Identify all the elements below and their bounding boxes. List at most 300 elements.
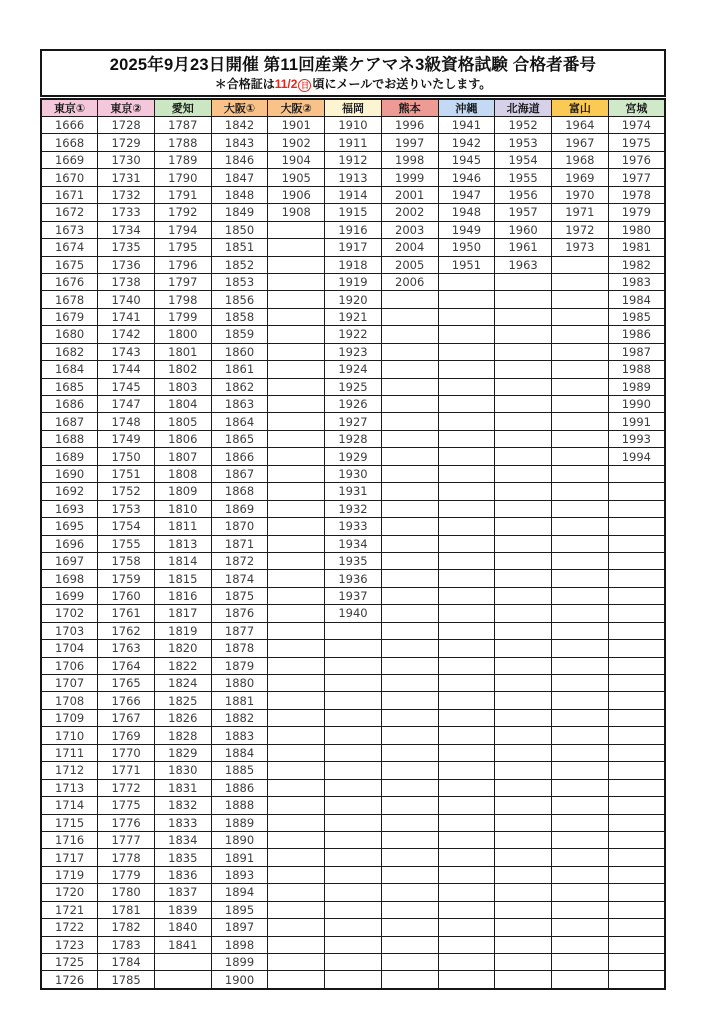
number-cell bbox=[268, 901, 325, 918]
table-row bbox=[41, 587, 665, 604]
number-cell: 1900 bbox=[211, 971, 268, 989]
number-cell: 1802 bbox=[154, 361, 211, 378]
number-cell bbox=[438, 605, 495, 622]
table-row bbox=[41, 535, 665, 552]
number-cell bbox=[268, 622, 325, 639]
number-cell bbox=[268, 779, 325, 796]
number-cell: 1852 bbox=[211, 256, 268, 273]
number-cell bbox=[495, 814, 552, 831]
number-cell: 1878 bbox=[211, 640, 268, 657]
number-cell bbox=[551, 727, 608, 744]
number-cell bbox=[438, 291, 495, 308]
delivery-note bbox=[42, 77, 664, 92]
number-cell bbox=[495, 326, 552, 343]
number-cell: 1927 bbox=[325, 413, 382, 430]
number-cell bbox=[495, 954, 552, 971]
number-cell bbox=[551, 378, 608, 395]
number-cell: 1702 bbox=[41, 605, 98, 622]
number-cell bbox=[551, 570, 608, 587]
number-cell bbox=[495, 884, 552, 901]
number-cell: 1982 bbox=[608, 256, 665, 273]
number-cell: 1835 bbox=[154, 849, 211, 866]
number-cell bbox=[551, 936, 608, 953]
number-cell: 1914 bbox=[325, 186, 382, 203]
number-cell: 1813 bbox=[154, 535, 211, 552]
number-cell bbox=[551, 308, 608, 325]
number-cell: 1829 bbox=[154, 744, 211, 761]
number-cell bbox=[268, 640, 325, 657]
number-cell: 1933 bbox=[325, 518, 382, 535]
number-cell: 1800 bbox=[154, 326, 211, 343]
number-cell bbox=[551, 954, 608, 971]
number-cell bbox=[551, 919, 608, 936]
table-row bbox=[41, 866, 665, 883]
number-cell: 1811 bbox=[154, 518, 211, 535]
number-cell bbox=[438, 518, 495, 535]
number-cell bbox=[495, 971, 552, 989]
number-cell bbox=[268, 814, 325, 831]
number-cell: 1967 bbox=[551, 134, 608, 151]
number-cell bbox=[381, 396, 438, 413]
number-cell bbox=[438, 483, 495, 500]
number-cell bbox=[381, 919, 438, 936]
number-cell: 1704 bbox=[41, 640, 98, 657]
number-cell bbox=[495, 587, 552, 604]
table-row bbox=[41, 117, 665, 134]
number-cell bbox=[325, 866, 382, 883]
number-cell: 1670 bbox=[41, 169, 98, 186]
number-cell: 1952 bbox=[495, 117, 552, 134]
number-cell: 1747 bbox=[98, 396, 155, 413]
number-cell bbox=[551, 448, 608, 465]
number-cell bbox=[325, 901, 382, 918]
number-cell bbox=[325, 831, 382, 848]
number-cell: 1713 bbox=[41, 779, 98, 796]
number-cell: 1778 bbox=[98, 849, 155, 866]
number-cell bbox=[268, 378, 325, 395]
number-cell bbox=[325, 727, 382, 744]
number-cell bbox=[438, 657, 495, 674]
number-cell: 1764 bbox=[98, 657, 155, 674]
number-cell bbox=[438, 640, 495, 657]
number-cell: 1941 bbox=[438, 117, 495, 134]
number-cell bbox=[495, 797, 552, 814]
number-cell bbox=[325, 954, 382, 971]
table-row bbox=[41, 744, 665, 761]
column-header: 愛知 bbox=[154, 99, 211, 117]
number-cell bbox=[381, 378, 438, 395]
number-cell: 1680 bbox=[41, 326, 98, 343]
table-row bbox=[41, 221, 665, 238]
number-cell: 1973 bbox=[551, 239, 608, 256]
number-cell bbox=[608, 465, 665, 482]
number-cell: 1970 bbox=[551, 186, 608, 203]
number-cell bbox=[381, 535, 438, 552]
table-row bbox=[41, 570, 665, 587]
number-cell bbox=[438, 919, 495, 936]
number-cell: 1804 bbox=[154, 396, 211, 413]
number-cell: 1979 bbox=[608, 204, 665, 221]
number-cell: 1988 bbox=[608, 361, 665, 378]
number-cell: 1755 bbox=[98, 535, 155, 552]
table-row bbox=[41, 552, 665, 569]
number-cell: 1994 bbox=[608, 448, 665, 465]
number-cell: 1765 bbox=[98, 675, 155, 692]
number-cell: 1750 bbox=[98, 448, 155, 465]
number-cell: 1917 bbox=[325, 239, 382, 256]
number-cell bbox=[268, 762, 325, 779]
number-cell bbox=[325, 919, 382, 936]
number-cell: 1832 bbox=[154, 797, 211, 814]
number-cell: 1847 bbox=[211, 169, 268, 186]
number-cell: 1936 bbox=[325, 570, 382, 587]
number-cell bbox=[551, 361, 608, 378]
number-cell bbox=[551, 675, 608, 692]
number-cell: 1961 bbox=[495, 239, 552, 256]
number-cell bbox=[551, 343, 608, 360]
number-cell: 1810 bbox=[154, 500, 211, 517]
number-cell: 1955 bbox=[495, 169, 552, 186]
table-row bbox=[41, 448, 665, 465]
number-cell bbox=[325, 744, 382, 761]
number-cell: 1784 bbox=[98, 954, 155, 971]
number-cell bbox=[495, 936, 552, 953]
number-cell: 1775 bbox=[98, 797, 155, 814]
number-cell: 1858 bbox=[211, 308, 268, 325]
table-row bbox=[41, 518, 665, 535]
number-cell bbox=[268, 291, 325, 308]
number-cell: 1787 bbox=[154, 117, 211, 134]
number-cell bbox=[551, 256, 608, 273]
number-cell: 1742 bbox=[98, 326, 155, 343]
number-cell: 1957 bbox=[495, 204, 552, 221]
number-cell: 1675 bbox=[41, 256, 98, 273]
number-cell: 1716 bbox=[41, 831, 98, 848]
table-row bbox=[41, 204, 665, 221]
number-cell bbox=[268, 343, 325, 360]
number-cell bbox=[325, 779, 382, 796]
number-cell bbox=[608, 622, 665, 639]
number-cell: 1753 bbox=[98, 500, 155, 517]
number-cell bbox=[381, 308, 438, 325]
number-cell: 1931 bbox=[325, 483, 382, 500]
number-cell bbox=[325, 814, 382, 831]
table-row bbox=[41, 169, 665, 186]
number-cell: 1879 bbox=[211, 657, 268, 674]
number-cell: 1888 bbox=[211, 797, 268, 814]
number-cell: 1696 bbox=[41, 535, 98, 552]
number-cell bbox=[325, 709, 382, 726]
number-cell: 1721 bbox=[41, 901, 98, 918]
number-cell bbox=[438, 727, 495, 744]
number-cell: 1785 bbox=[98, 971, 155, 989]
number-cell: 1898 bbox=[211, 936, 268, 953]
number-cell: 1918 bbox=[325, 256, 382, 273]
number-cell bbox=[551, 744, 608, 761]
number-cell: 1836 bbox=[154, 866, 211, 883]
number-cell bbox=[268, 587, 325, 604]
note-date: 11/2 bbox=[274, 76, 298, 91]
number-cell: 1912 bbox=[325, 151, 382, 168]
number-cell bbox=[154, 954, 211, 971]
number-cell bbox=[438, 797, 495, 814]
number-cell bbox=[551, 396, 608, 413]
number-cell: 1674 bbox=[41, 239, 98, 256]
column-header: 大阪① bbox=[211, 99, 268, 117]
table-row bbox=[41, 465, 665, 482]
number-cell bbox=[268, 849, 325, 866]
number-cell bbox=[381, 901, 438, 918]
number-cell: 1732 bbox=[98, 186, 155, 203]
table-row bbox=[41, 954, 665, 971]
number-cell bbox=[495, 866, 552, 883]
number-cell: 1749 bbox=[98, 430, 155, 447]
number-cell: 1969 bbox=[551, 169, 608, 186]
number-cell: 1825 bbox=[154, 692, 211, 709]
number-cell bbox=[608, 570, 665, 587]
number-cell: 1889 bbox=[211, 814, 268, 831]
number-cell bbox=[438, 866, 495, 883]
column-header: 熊本 bbox=[381, 99, 438, 117]
number-cell bbox=[325, 692, 382, 709]
number-cell bbox=[268, 552, 325, 569]
number-cell bbox=[495, 709, 552, 726]
number-cell: 1761 bbox=[98, 605, 155, 622]
number-cell bbox=[495, 378, 552, 395]
number-cell: 1762 bbox=[98, 622, 155, 639]
number-cell: 1934 bbox=[325, 535, 382, 552]
number-cell bbox=[438, 273, 495, 290]
number-cell bbox=[551, 465, 608, 482]
table-row bbox=[41, 500, 665, 517]
number-cell: 1707 bbox=[41, 675, 98, 692]
number-cell bbox=[608, 797, 665, 814]
number-cell: 1738 bbox=[98, 273, 155, 290]
number-cell bbox=[268, 326, 325, 343]
number-cell bbox=[381, 727, 438, 744]
number-cell: 1698 bbox=[41, 570, 98, 587]
number-cell bbox=[608, 779, 665, 796]
number-cell: 1781 bbox=[98, 901, 155, 918]
number-cell: 1921 bbox=[325, 308, 382, 325]
number-cell: 1709 bbox=[41, 709, 98, 726]
number-cell: 1791 bbox=[154, 186, 211, 203]
number-cell bbox=[551, 849, 608, 866]
number-cell: 1745 bbox=[98, 378, 155, 395]
number-cell bbox=[268, 971, 325, 989]
number-cell bbox=[268, 239, 325, 256]
number-cell bbox=[551, 831, 608, 848]
number-cell: 1693 bbox=[41, 500, 98, 517]
number-cell: 1820 bbox=[154, 640, 211, 657]
number-cell: 2004 bbox=[381, 239, 438, 256]
number-cell bbox=[438, 413, 495, 430]
table-row bbox=[41, 361, 665, 378]
number-cell: 1798 bbox=[154, 291, 211, 308]
number-cell: 1779 bbox=[98, 866, 155, 883]
number-cell: 2001 bbox=[381, 186, 438, 203]
number-cell: 1776 bbox=[98, 814, 155, 831]
number-cell: 1706 bbox=[41, 657, 98, 674]
number-cell: 1850 bbox=[211, 221, 268, 238]
number-cell: 1736 bbox=[98, 256, 155, 273]
number-cell: 1846 bbox=[211, 151, 268, 168]
number-cell bbox=[551, 901, 608, 918]
number-cell: 1881 bbox=[211, 692, 268, 709]
number-cell: 1808 bbox=[154, 465, 211, 482]
number-cell: 1796 bbox=[154, 256, 211, 273]
number-cell: 1797 bbox=[154, 273, 211, 290]
number-cell bbox=[381, 675, 438, 692]
number-cell bbox=[381, 954, 438, 971]
number-cell bbox=[381, 500, 438, 517]
number-cell: 1916 bbox=[325, 221, 382, 238]
number-cell: 1977 bbox=[608, 169, 665, 186]
number-cell bbox=[495, 483, 552, 500]
number-cell: 1859 bbox=[211, 326, 268, 343]
number-cell: 1805 bbox=[154, 413, 211, 430]
number-cell: 1703 bbox=[41, 622, 98, 639]
column-header: 沖縄 bbox=[438, 99, 495, 117]
table-row bbox=[41, 797, 665, 814]
table-row bbox=[41, 378, 665, 395]
number-cell: 1726 bbox=[41, 971, 98, 989]
number-cell: 1991 bbox=[608, 413, 665, 430]
number-cell: 1862 bbox=[211, 378, 268, 395]
number-cell: 1901 bbox=[268, 117, 325, 134]
number-cell bbox=[495, 343, 552, 360]
number-cell bbox=[268, 273, 325, 290]
number-cell bbox=[608, 744, 665, 761]
number-cell bbox=[495, 291, 552, 308]
number-cell: 1771 bbox=[98, 762, 155, 779]
number-cell bbox=[325, 622, 382, 639]
number-cell: 1990 bbox=[608, 396, 665, 413]
number-cell bbox=[268, 413, 325, 430]
table-row bbox=[41, 291, 665, 308]
number-cell bbox=[551, 326, 608, 343]
number-cell: 1947 bbox=[438, 186, 495, 203]
number-cell: 1714 bbox=[41, 797, 98, 814]
number-cell: 2003 bbox=[381, 221, 438, 238]
number-cell bbox=[495, 535, 552, 552]
number-cell: 1678 bbox=[41, 291, 98, 308]
number-cell: 1682 bbox=[41, 343, 98, 360]
number-cell: 1874 bbox=[211, 570, 268, 587]
number-cell: 1924 bbox=[325, 361, 382, 378]
number-cell: 1780 bbox=[98, 884, 155, 901]
number-cell bbox=[381, 640, 438, 657]
number-cell bbox=[268, 570, 325, 587]
number-cell: 1997 bbox=[381, 134, 438, 151]
number-cell: 1672 bbox=[41, 204, 98, 221]
number-cell bbox=[608, 884, 665, 901]
number-cell: 2005 bbox=[381, 256, 438, 273]
number-cell bbox=[551, 552, 608, 569]
number-cell: 1695 bbox=[41, 518, 98, 535]
table-row bbox=[41, 151, 665, 168]
number-cell bbox=[268, 954, 325, 971]
number-cell bbox=[438, 954, 495, 971]
number-cell bbox=[381, 762, 438, 779]
number-cell bbox=[438, 448, 495, 465]
number-cell: 1788 bbox=[154, 134, 211, 151]
number-cell bbox=[608, 831, 665, 848]
number-cell: 1963 bbox=[495, 256, 552, 273]
number-cell bbox=[495, 675, 552, 692]
number-cell bbox=[381, 884, 438, 901]
number-cell: 1985 bbox=[608, 308, 665, 325]
number-cell: 1676 bbox=[41, 273, 98, 290]
number-cell bbox=[495, 605, 552, 622]
number-cell bbox=[551, 762, 608, 779]
number-cell bbox=[608, 709, 665, 726]
number-cell: 1928 bbox=[325, 430, 382, 447]
number-cell: 1863 bbox=[211, 396, 268, 413]
number-cell: 1948 bbox=[438, 204, 495, 221]
number-cell bbox=[608, 518, 665, 535]
number-cell bbox=[438, 831, 495, 848]
number-cell: 1733 bbox=[98, 204, 155, 221]
number-cell: 1960 bbox=[495, 221, 552, 238]
number-cell: 1880 bbox=[211, 675, 268, 692]
number-cell: 1729 bbox=[98, 134, 155, 151]
number-cell bbox=[551, 622, 608, 639]
number-cell: 1971 bbox=[551, 204, 608, 221]
number-cell bbox=[495, 622, 552, 639]
number-cell bbox=[268, 361, 325, 378]
number-cell bbox=[381, 657, 438, 674]
table-row bbox=[41, 396, 665, 413]
table-row bbox=[41, 814, 665, 831]
number-cell: 1986 bbox=[608, 326, 665, 343]
number-cell bbox=[608, 587, 665, 604]
number-cell bbox=[438, 622, 495, 639]
number-cell: 1899 bbox=[211, 954, 268, 971]
number-cell bbox=[551, 779, 608, 796]
number-cell bbox=[495, 308, 552, 325]
number-cell bbox=[608, 500, 665, 517]
number-cell bbox=[495, 744, 552, 761]
table-row bbox=[41, 849, 665, 866]
number-cell bbox=[268, 483, 325, 500]
number-cell bbox=[381, 605, 438, 622]
number-cell bbox=[608, 954, 665, 971]
number-cell: 1849 bbox=[211, 204, 268, 221]
number-cell bbox=[381, 430, 438, 447]
number-cell: 1998 bbox=[381, 151, 438, 168]
number-cell bbox=[438, 570, 495, 587]
number-cell bbox=[438, 762, 495, 779]
number-cell: 1689 bbox=[41, 448, 98, 465]
number-cell bbox=[381, 552, 438, 569]
number-cell bbox=[551, 866, 608, 883]
column-header: 富山 bbox=[551, 99, 608, 117]
number-cell: 1842 bbox=[211, 117, 268, 134]
number-cell bbox=[438, 971, 495, 989]
number-cell: 1684 bbox=[41, 361, 98, 378]
number-cell bbox=[438, 361, 495, 378]
number-cell bbox=[495, 413, 552, 430]
number-cell bbox=[381, 448, 438, 465]
number-cell: 1848 bbox=[211, 186, 268, 203]
title-box bbox=[40, 49, 666, 97]
number-cell: 1760 bbox=[98, 587, 155, 604]
number-cell bbox=[325, 762, 382, 779]
number-cell bbox=[381, 709, 438, 726]
number-cell bbox=[551, 692, 608, 709]
number-cell bbox=[381, 465, 438, 482]
